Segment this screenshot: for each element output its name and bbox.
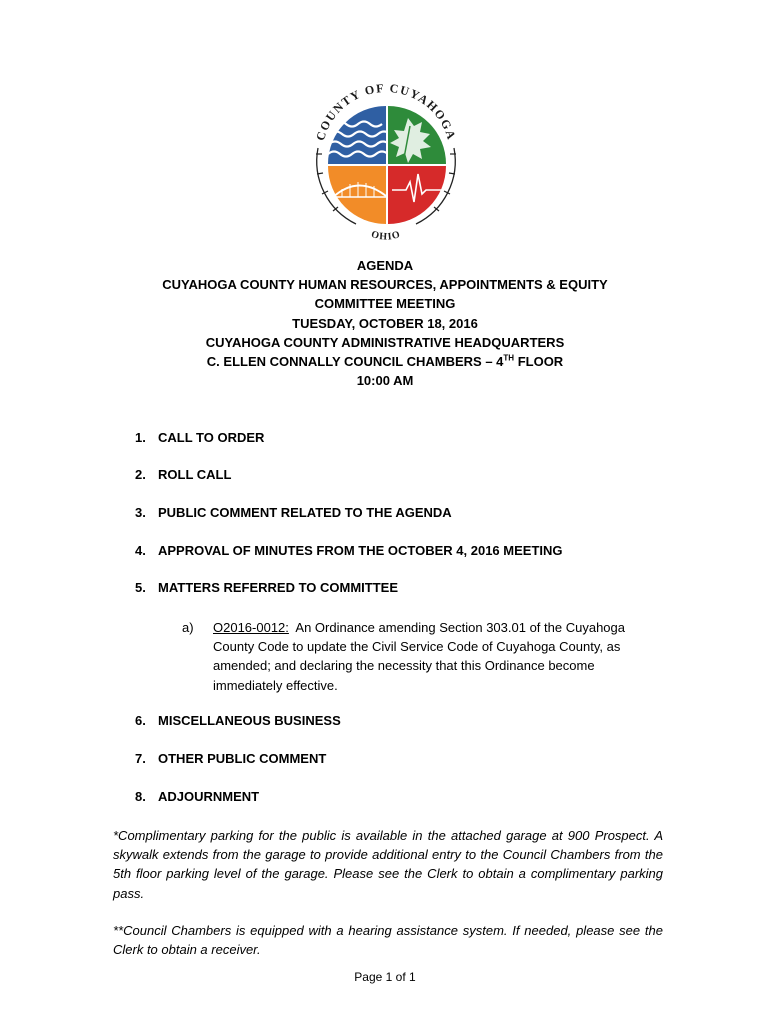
svg-text:OHIO: [370, 229, 402, 243]
item-number: 8.: [135, 789, 146, 804]
county-seal: [296, 78, 476, 244]
meeting-room-floor: FLOOR: [514, 354, 564, 370]
seal-top-text: COUNTY OF CUYAHOGA: [313, 80, 459, 143]
agenda-header: [0, 256, 770, 390]
page-number: Page 1 of 1: [354, 970, 416, 984]
seal-graphic: [296, 78, 476, 244]
subitem-label: a): [182, 620, 194, 635]
bridge-icon: [328, 166, 386, 224]
meeting-time: 10:00 AM: [356, 373, 414, 389]
committee-name: CUYAHOGA COUNTY HUMAN RESOURCES, APPOINTMENTS & EQUITY: [162, 277, 608, 293]
parking-note: *Complimentary parking for the public is available in the attached garage at 900 Prospect. A skywalk extends from the garage to provide additional entry to the Council Chambers from the 5th floor parking level of the garage. Please see the Clerk to obtain a complimentary parking pass.: [113, 828, 663, 901]
agenda-item: [135, 505, 452, 520]
item-number: 5.: [135, 580, 146, 595]
heartbeat-icon: [388, 166, 446, 224]
item-text: MATTERS REFERRED TO COMMITTEE: [158, 580, 399, 595]
item-number: 3.: [135, 505, 146, 520]
subitem-body: [213, 618, 653, 695]
ordinance-number: O2016-0012:: [213, 620, 289, 635]
item-text: PUBLIC COMMENT RELATED TO THE AGENDA: [158, 505, 452, 520]
ordinance-description: An Ordinance amending Section 303.01 of the Cuyahoga County Code to update the Civil Service Code of Cuyahoga County, as amended; and declaring the necessity that this Ordinance become immediately effective.: [213, 620, 625, 693]
agenda-item: [135, 713, 341, 728]
item-number: 6.: [135, 713, 146, 728]
agenda-item: [135, 543, 563, 558]
agenda-item: [135, 467, 231, 482]
item-number: 7.: [135, 751, 146, 766]
item-text: ADJOURNMENT: [158, 789, 260, 804]
meeting-room-text: C. ELLEN CONNALLY COUNCIL CHAMBERS – 4: [206, 354, 504, 370]
floor-suffix: TH: [503, 353, 515, 363]
hearing-note: **Council Chambers is equipped with a hearing assistance system. If needed, please see the Clerk to obtain a receiver.: [113, 923, 663, 958]
meeting-building: CUYAHOGA COUNTY ADMINISTRATIVE HEADQUARTERS: [205, 334, 565, 350]
meeting-date: TUESDAY, OCTOBER 18, 2016: [292, 315, 478, 331]
meeting-room: [0, 352, 770, 371]
agenda-title: AGENDA: [356, 258, 414, 273]
meeting-label: COMMITTEE MEETING: [314, 296, 456, 312]
item-number: 1.: [135, 430, 146, 445]
agenda-item: [135, 751, 326, 766]
agenda-item: [135, 580, 398, 595]
item-text: OTHER PUBLIC COMMENT: [158, 751, 327, 766]
agenda-item: [135, 789, 259, 804]
item-text: MISCELLANEOUS BUSINESS: [158, 713, 341, 728]
item-number: 2.: [135, 467, 146, 482]
item-text: APPROVAL OF MINUTES FROM THE OCTOBER 4, 2016 MEETING: [158, 543, 563, 558]
item-number: 4.: [135, 543, 146, 558]
item-text: CALL TO ORDER: [158, 430, 265, 445]
item-text: ROLL CALL: [158, 467, 232, 482]
seal-bottom-text: OHIO: [369, 229, 403, 243]
agenda-item: [135, 430, 264, 445]
